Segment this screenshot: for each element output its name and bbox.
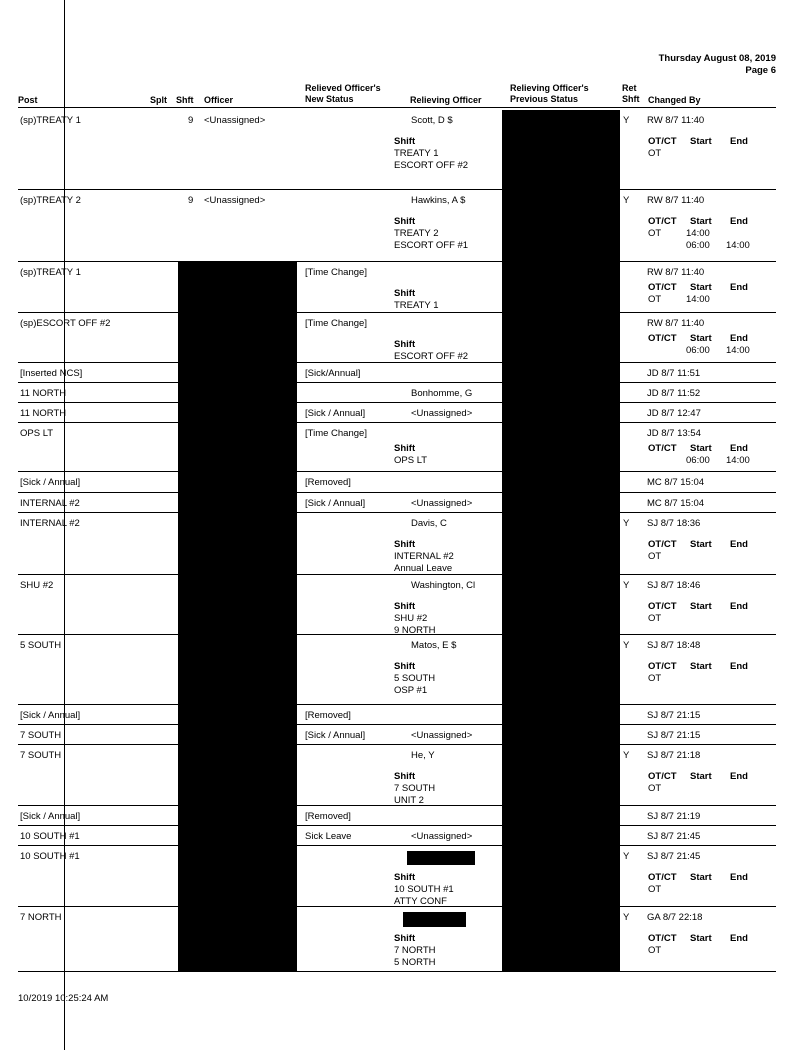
changed-by-cell: SJ 8/7 18:48 [647,640,701,651]
table-row [18,907,776,972]
relieved-status-cell: Sick Leave [305,831,352,842]
post-cell: (sp)ESCORT OFF #2 [20,318,111,329]
table-row [18,472,776,493]
ot-type: OT [648,783,662,794]
otct-label: OT/CT [648,771,677,782]
changed-by-cell: SJ 8/7 21:19 [647,811,701,822]
changed-by-cell: SJ 8/7 18:36 [647,518,701,529]
ot-type: OT [648,673,662,684]
start-time: 06:00 [686,455,710,466]
changed-by-cell: RW 8/7 11:40 [647,115,705,126]
end-time: 14:00 [726,455,750,466]
shift-label: Shift [394,443,416,454]
header-rule [18,107,776,108]
col-splt: Splt [150,95,167,105]
relieving-officer-cell: He, Y [411,750,435,761]
relieving-officer-cell: <Unassigned> [411,831,473,842]
table-row [18,383,776,403]
end-label: End [730,661,748,672]
post-cell: [Sick / Annual] [20,710,81,721]
post-cell: (sp)TREATY 1 [20,267,81,278]
ot-type: OT [648,884,662,895]
date-text: Thursday August 08, 2019 [658,53,776,64]
otct-label: OT/CT [648,933,677,944]
shift-label: Shift [394,216,416,227]
col-relieved-status-2: New Status [305,94,354,104]
ret-flag: Y [623,115,630,126]
col-relieving-officer: Relieving Officer [410,95,482,105]
ret-flag: Y [623,640,630,651]
start-label: Start [690,933,712,944]
changed-by-cell: JD 8/7 13:54 [647,428,701,439]
detail-line: 7 SOUTH [394,783,436,794]
otct-label: OT/CT [648,539,677,550]
redaction-name [407,851,475,865]
table-row [18,826,776,846]
changed-by-cell: SJ 8/7 21:15 [647,730,701,741]
col-relieving-prev-2: Previous Status [510,94,579,104]
ret-flag: Y [623,851,630,862]
changed-by-cell: SJ 8/7 21:45 [647,851,701,862]
start-label: Start [690,771,712,782]
relieved-status-cell: [Sick / Annual] [305,730,366,741]
start-label: Start [690,136,712,147]
relieving-officer-cell: <Unassigned> [411,730,473,741]
detail-line: 5 NORTH [394,957,436,968]
table-row [18,190,776,262]
ret-flag: Y [623,580,630,591]
detail-line: TREATY 2 [394,228,439,239]
start-label: Start [690,661,712,672]
changed-by-cell: MC 8/7 15:04 [647,498,705,509]
relieved-status-cell: [Time Change] [305,318,367,329]
post-cell: [Sick / Annual] [20,811,81,822]
changed-by-cell: RW 8/7 11:40 [647,318,705,329]
relieved-status-cell: [Removed] [305,811,351,822]
changed-by-cell: JD 8/7 11:52 [647,388,701,399]
table-row [18,635,776,705]
report-date [659,53,776,77]
detail-line: 9 NORTH [394,625,436,636]
otct-label: OT/CT [648,661,677,672]
table-row [18,423,776,472]
post-cell: 11 NORTH [20,388,67,399]
changed-by-cell: RW 8/7 11:40 [647,195,705,206]
post-cell: [Inserted NCS] [20,368,83,379]
changed-by-cell: SJ 8/7 18:46 [647,580,701,591]
col-officer: Officer [204,95,234,105]
post-cell: 5 SOUTH [20,640,62,651]
shift-label: Shift [394,872,416,883]
relieving-officer-cell: Scott, D $ [411,115,453,126]
detail-line: INTERNAL #2 [394,551,454,562]
start-label: Start [690,282,712,293]
ot-type: OT [648,945,662,956]
start-time: 14:00 [686,294,710,305]
otct-label: OT/CT [648,216,677,227]
otct-label: OT/CT [648,601,677,612]
post-cell: 7 SOUTH [20,730,62,741]
relieved-status-cell: [Time Change] [305,428,367,439]
col-shft: Shft [176,95,194,105]
ot-type: OT [648,551,662,562]
post-cell: SHU #2 [20,580,54,591]
end-time: 14:00 [726,240,750,251]
relieving-officer-cell: Hawkins, A $ [411,195,466,206]
table-row [18,705,776,725]
print-timestamp: 10/2019 10:25:24 AM [18,993,109,1004]
detail-line: 10 SOUTH #1 [394,884,454,895]
relieving-officer-cell: Davis, C [411,518,447,529]
table-row [18,725,776,745]
start-time: 06:00 [686,345,710,356]
detail-line: 5 SOUTH [394,673,436,684]
table-row [18,745,776,806]
shift-cell: 9 [188,195,194,206]
end-label: End [730,539,748,550]
table-row [18,806,776,826]
end-label: End [730,771,748,782]
end-label: End [730,136,748,147]
start-label: Start [690,539,712,550]
officer-cell: <Unassigned> [204,115,266,126]
start-time: 06:00 [686,240,710,251]
ot-type: OT [648,294,662,305]
relieved-status-cell: [Removed] [305,477,351,488]
detail-line: 7 NORTH [394,945,436,956]
relieved-status-cell: [Sick/Annual] [305,368,361,379]
ot-type: OT [648,148,662,159]
changed-by-cell: MC 8/7 15:04 [647,477,705,488]
col-ret-1: Ret [622,83,637,93]
end-time: 14:00 [726,345,750,356]
post-cell: 7 NORTH [20,912,62,923]
shift-label: Shift [394,136,416,147]
end-label: End [730,872,748,883]
detail-line: OPS LT [394,455,428,466]
officer-cell: <Unassigned> [204,195,266,206]
changed-by-cell: JD 8/7 12:47 [647,408,701,419]
changed-by-cell: GA 8/7 22:18 [647,912,703,923]
shift-label: Shift [394,601,416,612]
relieving-officer-cell: Bonhomme, G [411,388,473,399]
post-cell: INTERNAL #2 [20,518,80,529]
relieved-status-cell: [Time Change] [305,267,367,278]
shift-label: Shift [394,771,416,782]
otct-label: OT/CT [648,282,677,293]
col-changed-by: Changed By [648,95,701,105]
detail-line: ESCORT OFF #2 [394,160,469,171]
changed-by-cell: SJ 8/7 21:15 [647,710,701,721]
end-label: End [730,282,748,293]
table-row [18,493,776,513]
relieved-status-cell: [Sick / Annual] [305,498,366,509]
detail-line: OSP #1 [394,685,428,696]
end-label: End [730,601,748,612]
col-relieving-prev-1: Relieving Officer's [510,83,589,93]
otct-label: OT/CT [648,136,677,147]
col-ret-2: Shft [622,94,640,104]
shift-label: Shift [394,339,416,350]
table-row [18,513,776,575]
changed-by-cell: RW 8/7 11:40 [647,267,705,278]
table-row [18,403,776,423]
detail-line: ESCORT OFF #2 [394,351,469,362]
page-number: Page 6 [745,65,776,76]
ot-type: OT [648,613,662,624]
col-post: Post [18,95,38,105]
post-cell: (sp)TREATY 1 [20,115,81,126]
post-cell: OPS LT [20,428,54,439]
ret-flag: Y [623,518,630,529]
ot-type: OT [648,228,662,239]
start-label: Start [690,443,712,454]
relieving-officer-cell: <Unassigned> [411,498,473,509]
relieving-officer-cell: Washington, Cl [411,580,476,591]
shift-cell: 9 [188,115,194,126]
start-label: Start [690,333,712,344]
start-label: Start [690,216,712,227]
end-label: End [730,216,748,227]
end-label: End [730,443,748,454]
post-cell: 7 SOUTH [20,750,62,761]
ret-flag: Y [623,750,630,761]
detail-line: ATTY CONF [394,896,447,907]
detail-line: SHU #2 [394,613,428,624]
detail-line: TREATY 1 [394,300,439,311]
detail-line: ESCORT OFF #1 [394,240,469,251]
relieving-officer-cell: <Unassigned> [411,408,473,419]
table-row [18,110,776,190]
post-cell: (sp)TREATY 2 [20,195,81,206]
post-cell: 10 SOUTH #1 [20,851,80,862]
post-cell: INTERNAL #2 [20,498,80,509]
relieving-officer-cell: Matos, E $ [411,640,457,651]
col-relieved-status-1: Relieved Officer's [305,83,381,93]
shift-label: Shift [394,661,416,672]
ret-flag: Y [623,195,630,206]
changed-by-cell: SJ 8/7 21:18 [647,750,701,761]
post-cell: [Sick / Annual] [20,477,81,488]
table-row [18,313,776,363]
start-time: 14:00 [686,228,710,239]
end-label: End [730,933,748,944]
otct-label: OT/CT [648,443,677,454]
start-label: Start [690,601,712,612]
shift-label: Shift [394,288,416,299]
post-cell: 11 NORTH [20,408,67,419]
otct-label: OT/CT [648,333,677,344]
otct-label: OT/CT [648,872,677,883]
changed-by-cell: SJ 8/7 21:45 [647,831,701,842]
detail-line: TREATY 1 [394,148,439,159]
post-cell: 10 SOUTH #1 [20,831,80,842]
relieved-status-cell: [Sick / Annual] [305,408,366,419]
table-row [18,846,776,907]
end-label: End [730,333,748,344]
table-row [18,363,776,383]
detail-line: UNIT 2 [394,795,424,806]
shift-label: Shift [394,933,416,944]
redaction-name [403,912,466,927]
start-label: Start [690,872,712,883]
ret-flag: Y [623,912,630,923]
shift-label: Shift [394,539,416,550]
changed-by-cell: JD 8/7 11:51 [647,368,701,379]
table-row [18,262,776,313]
relieved-status-cell: [Removed] [305,710,351,721]
detail-line: Annual Leave [394,563,453,574]
table-row [18,575,776,635]
